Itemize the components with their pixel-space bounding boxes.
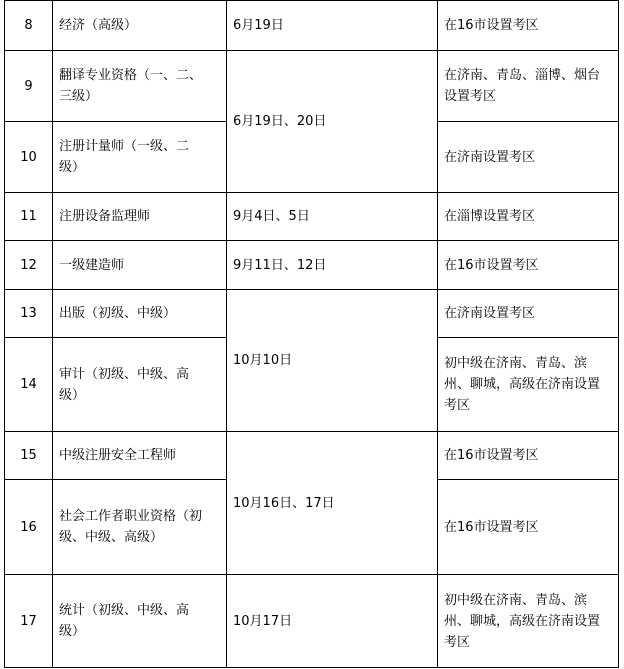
row-number: 14 [5, 338, 53, 432]
exam-date: 6月19日 [227, 1, 438, 51]
exam-name: 翻译专业资格（一、二、三级） [53, 51, 227, 122]
exam-location: 在16市设置考区 [438, 432, 619, 480]
exam-location: 在16市设置考区 [438, 1, 619, 51]
row-number: 8 [5, 1, 53, 51]
table-row [5, 575, 619, 668]
exam-date: 9月4日、5日 [227, 193, 438, 241]
table-row [5, 432, 619, 480]
row-number: 16 [5, 480, 53, 575]
row-number: 10 [5, 122, 53, 193]
exam-location: 初中级在济南、青岛、滨州、聊城，高级在济南设置考区 [438, 338, 619, 432]
table-row [5, 241, 619, 290]
exam-name: 经济（高级） [53, 1, 227, 51]
table-row [5, 193, 619, 241]
table-row [5, 290, 619, 338]
exam-date: 9月11日、12日 [227, 241, 438, 290]
row-number: 15 [5, 432, 53, 480]
exam-location: 在济南、青岛、淄博、烟台设置考区 [438, 51, 619, 122]
exam-name: 审计（初级、中级、高级） [53, 338, 227, 432]
row-number: 11 [5, 193, 53, 241]
exam-name: 中级注册安全工程师 [53, 432, 227, 480]
exam-location: 在济南设置考区 [438, 122, 619, 193]
exam-name: 统计（初级、中级、高级） [53, 575, 227, 668]
exam-date: 10月16日、17日 [227, 432, 438, 575]
exam-location: 在淄博设置考区 [438, 193, 619, 241]
exam-date: 10月17日 [227, 575, 438, 668]
exam-name: 出版（初级、中级） [53, 290, 227, 338]
exam-name: 社会工作者职业资格（初级、中级、高级） [53, 480, 227, 575]
exam-name: 注册计量师（一级、二级） [53, 122, 227, 193]
table-row [5, 51, 619, 122]
table-row [5, 1, 619, 51]
exam-schedule-table [4, 0, 619, 668]
exam-name: 注册设备监理师 [53, 193, 227, 241]
exam-location: 初中级在济南、青岛、滨州、聊城，高级在济南设置考区 [438, 575, 619, 668]
exam-location: 在济南设置考区 [438, 290, 619, 338]
exam-date: 6月19日、20日 [227, 51, 438, 193]
row-number: 13 [5, 290, 53, 338]
exam-date: 10月10日 [227, 290, 438, 432]
row-number: 9 [5, 51, 53, 122]
row-number: 17 [5, 575, 53, 668]
exam-location: 在16市设置考区 [438, 480, 619, 575]
row-number: 12 [5, 241, 53, 290]
exam-location: 在16市设置考区 [438, 241, 619, 290]
exam-name: 一级建造师 [53, 241, 227, 290]
